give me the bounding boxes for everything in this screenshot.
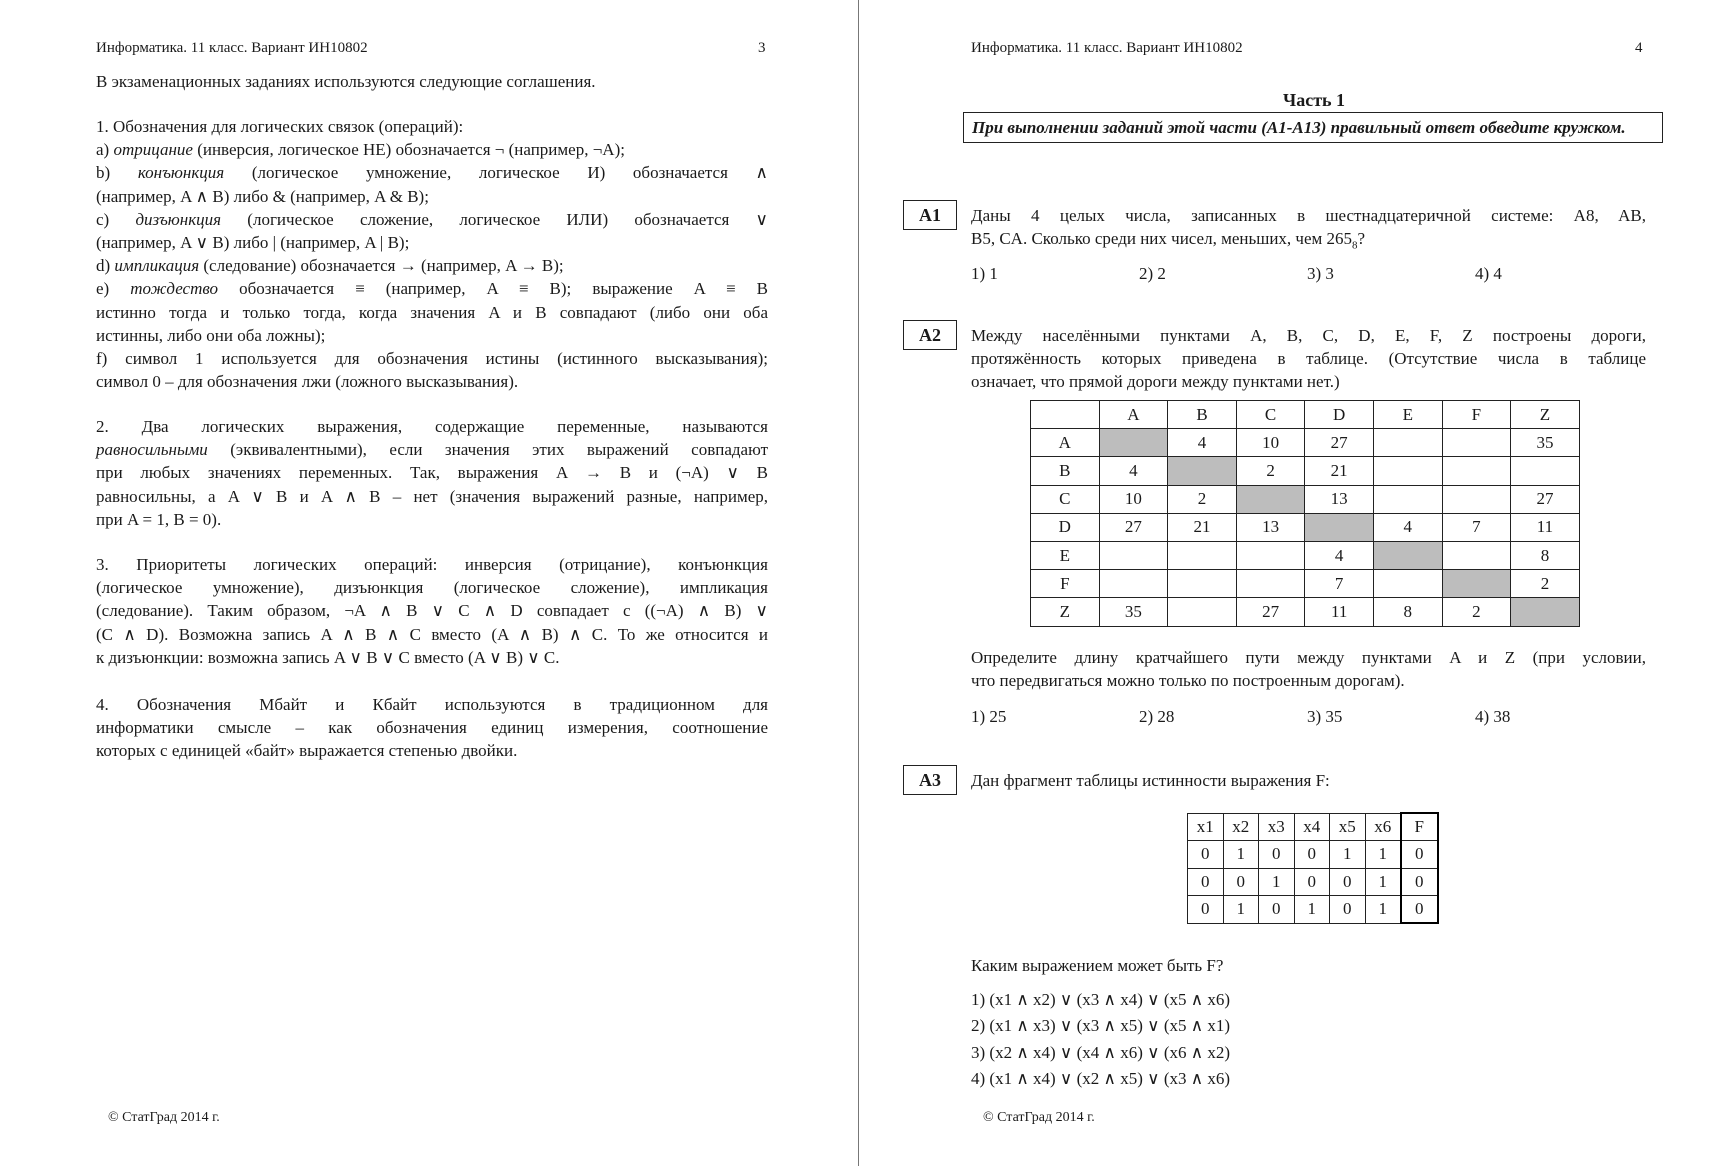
table-header-cell: x4	[1294, 813, 1330, 841]
section-2	[96, 415, 768, 531]
table-header-cell: x1	[1188, 813, 1224, 841]
table-cell: E	[1031, 541, 1100, 569]
section-4-line: информатики смысле – как обозначения единиц измерения, соотношение	[96, 718, 768, 738]
table-header-cell: F	[1401, 813, 1438, 841]
table-cell	[1305, 513, 1374, 541]
task-a3-answer-2[interactable]: 2) (x1 ∧ x3) ∨ (x3 ∧ x5) ∨ (x5 ∧ x1)	[971, 1016, 1231, 1035]
section-3-line: (следование). Таким образом, ¬A ∧ B ∨ C ∧ D совпадает с ((¬A) ∧ B) ∨	[96, 601, 768, 621]
table-cell: 0	[1188, 841, 1224, 868]
table-cell: 0	[1330, 895, 1366, 923]
table-header-cell: A	[1099, 401, 1168, 429]
task-a3-tag: A3	[903, 765, 957, 795]
table-cell: 13	[1236, 513, 1305, 541]
section-1-title: 1. Обозначения для логических связок (операций):	[96, 117, 464, 136]
section-2-line: равносильными (эквивалентными), если значения этих выражений совпадают	[96, 440, 768, 460]
table-header-cell: E	[1373, 401, 1442, 429]
section-4-line: 4. Обозначения Мбайт и Кбайт используются в традиционном для	[96, 695, 768, 714]
section-1-e-cont2: истинны, либо они оба ложны);	[96, 325, 326, 345]
task-a1-line: Даны 4 целых числа, записанных в шестнадцатеричной системе: A8, AB,	[971, 206, 1646, 225]
table-cell	[1373, 485, 1442, 513]
task-a2-answer-3[interactable]: 3) 35	[1307, 707, 1343, 726]
task-a1-line: B5, CA. Сколько среди них чисел, меньших, чем $265_8$?	[971, 229, 1366, 252]
task-a3-text: Дан фрагмент таблицы истинности выражения F:	[971, 771, 1330, 790]
section-1-c: c) дизъюнкция (логическое сложение, логическое ИЛИ) обозначается ∨	[96, 209, 768, 229]
table-cell	[1373, 457, 1442, 485]
table-header-cell: x6	[1365, 813, 1401, 841]
table-cell: 1	[1365, 868, 1401, 895]
section-1	[96, 115, 768, 393]
table-cell: A	[1031, 429, 1100, 457]
task-a1-tag: A1	[903, 200, 957, 230]
truth-table	[1187, 812, 1439, 924]
section-1-c-cont: (например, A ∨ B) либо | (например, A | B);	[96, 233, 410, 253]
table-header-cell: x5	[1330, 813, 1366, 841]
task-a2-line: Между населёнными пунктами A, B, C, D, E, F, Z построены дороги,	[971, 326, 1646, 345]
table-cell: 27	[1099, 513, 1168, 541]
right-page	[858, 0, 1716, 1166]
table-cell	[1442, 429, 1511, 457]
task-a2-question-line: Определите длину кратчайшего пути между пунктами A и Z (при условии,	[971, 648, 1646, 667]
task-a2-line: протяжённость которых приведена в таблице. (Отсутствие числа в таблице	[971, 349, 1646, 369]
table-row	[1031, 541, 1580, 569]
table-cell: 1	[1294, 895, 1330, 923]
table-cell: 0	[1259, 841, 1295, 868]
task-a2-answer-4[interactable]: 4) 38	[1475, 707, 1511, 726]
section-1-a: a) отрицание (инверсия, логическое НЕ) обозначается ¬ (например, ¬A);	[96, 140, 625, 160]
table-cell: 4	[1305, 541, 1374, 569]
table-cell: D	[1031, 513, 1100, 541]
table-cell	[1168, 570, 1237, 598]
table-cell: 21	[1305, 457, 1374, 485]
table-cell: 2	[1442, 598, 1511, 626]
table-row	[1031, 457, 1580, 485]
page-header: Информатика. 11 класс. Вариант ИН10802	[96, 40, 368, 56]
table-cell	[1168, 598, 1237, 626]
table-header-cell: C	[1236, 401, 1305, 429]
table-cell: 0	[1401, 841, 1438, 868]
section-1-b-cont: (например, A ∧ B) либо & (например, A & B);	[96, 186, 429, 206]
table-header-cell	[1031, 401, 1100, 429]
table-header-cell: Z	[1511, 401, 1580, 429]
task-a1-answer-3[interactable]: 3) 3	[1307, 264, 1334, 283]
table-cell: 27	[1236, 598, 1305, 626]
table-cell: 4	[1168, 429, 1237, 457]
table-cell: 0	[1188, 868, 1224, 895]
task-a2-question-line: что передвигаться можно только по построенным дорогам).	[971, 671, 1405, 691]
table-cell	[1099, 570, 1168, 598]
task-a2-answer-1[interactable]: 1) 25	[971, 707, 1007, 726]
section-1-f: f) символ 1 используется для обозначения истины (истинного высказывания);	[96, 349, 768, 369]
section-3-line: (C ∧ D). Возможна запись A ∧ B ∧ C вместо (A ∧ B) ∧ C. То же относится и	[96, 624, 768, 644]
table-row	[1031, 570, 1580, 598]
section-3-line: к дизъюнкции: возможна запись A ∨ B ∨ C вместо (A ∨ B) ∨ C.	[96, 647, 560, 667]
table-cell: 1	[1259, 868, 1295, 895]
part-title: Часть 1	[1283, 90, 1346, 110]
table-cell	[1442, 570, 1511, 598]
table-cell: 11	[1305, 598, 1374, 626]
table-cell: 27	[1511, 485, 1580, 513]
table-row	[1031, 429, 1580, 457]
table-cell: 1	[1330, 841, 1366, 868]
section-1-e: e) тождество обозначается ≡ (например, A ≡ B); выражение A ≡ B	[96, 279, 768, 299]
page-number: 3	[758, 40, 766, 56]
table-cell: 0	[1259, 895, 1295, 923]
intro-text: В экзаменационных заданиях используются следующие соглашения.	[96, 72, 596, 91]
table-cell: 2	[1511, 570, 1580, 598]
table-header-row	[1188, 813, 1438, 841]
table-cell: 7	[1442, 513, 1511, 541]
section-4	[96, 693, 768, 763]
table-cell: 1	[1223, 841, 1259, 868]
table-cell: 1	[1365, 841, 1401, 868]
instruction-box: При выполнении заданий этой части (А1-А13) правильный ответ обведите кружком.	[963, 112, 1663, 143]
table-cell: B	[1031, 457, 1100, 485]
page-number: 4	[1635, 40, 1643, 56]
table-row	[1031, 513, 1580, 541]
task-a2-line: означает, что прямой дороги между пунктами нет.)	[971, 372, 1340, 392]
table-cell	[1511, 457, 1580, 485]
table-cell: 1	[1223, 895, 1259, 923]
table-cell: 4	[1099, 457, 1168, 485]
table-cell	[1373, 570, 1442, 598]
task-a3-question: Каким выражением может быть F?	[971, 956, 1224, 975]
table-cell: 11	[1511, 513, 1580, 541]
table-cell: 0	[1401, 868, 1438, 895]
task-a2-answer-2[interactable]: 2) 28	[1139, 707, 1175, 726]
table-cell: 2	[1236, 457, 1305, 485]
table-cell	[1236, 541, 1305, 569]
table-cell: 1	[1365, 895, 1401, 923]
section-3-line: (логическое умножение), дизъюнкция (логическое сложение), импликация	[96, 578, 768, 598]
table-cell: 0	[1401, 895, 1438, 923]
table-row	[1031, 598, 1580, 626]
page-footer: © СтатГрад 2014 г.	[108, 1110, 220, 1125]
table-row	[1188, 868, 1438, 895]
table-cell	[1168, 457, 1237, 485]
table-header-cell: x2	[1223, 813, 1259, 841]
table-cell: 10	[1236, 429, 1305, 457]
table-row	[1188, 841, 1438, 868]
table-cell	[1168, 541, 1237, 569]
table-header-cell: x3	[1259, 813, 1295, 841]
section-3	[96, 553, 768, 669]
table-cell: 0	[1330, 868, 1366, 895]
task-a2-question	[971, 646, 1646, 692]
table-cell	[1236, 485, 1305, 513]
table-cell: 0	[1294, 841, 1330, 868]
table-cell: 0	[1294, 868, 1330, 895]
table-cell: 35	[1099, 598, 1168, 626]
table-cell	[1511, 598, 1580, 626]
section-2-line: при A = 1, B = 0).	[96, 509, 222, 529]
section-3-line: 3. Приоритеты логических операций: инверсия (отрицание), конъюнкция	[96, 555, 768, 574]
table-cell	[1442, 485, 1511, 513]
distance-table	[1030, 400, 1580, 627]
table-cell: F	[1031, 570, 1100, 598]
table-cell: 2	[1168, 485, 1237, 513]
table-cell: 4	[1373, 513, 1442, 541]
table-header-cell: F	[1442, 401, 1511, 429]
table-cell: 35	[1511, 429, 1580, 457]
table-cell: Z	[1031, 598, 1100, 626]
section-4-line: которых с единицей «байт» выражается степенью двойки.	[96, 741, 518, 761]
section-1-e-cont: истинно тогда и только тогда, когда значения A и B совпадают (либо они оба	[96, 302, 768, 322]
task-a3-answer-3[interactable]: 3) (x2 ∧ x4) ∨ (x4 ∧ x6) ∨ (x6 ∧ x2)	[971, 1043, 1231, 1062]
task-a1-answer-1[interactable]: 1) 1	[971, 264, 998, 283]
table-cell: 10	[1099, 485, 1168, 513]
task-a3-answer-1[interactable]: 1) (x1 ∧ x2) ∨ (x3 ∧ x4) ∨ (x5 ∧ x6)	[971, 990, 1231, 1009]
table-row	[1031, 485, 1580, 513]
table-cell	[1442, 457, 1511, 485]
table-cell: 0	[1223, 868, 1259, 895]
section-2-line: равносильны, а A ∨ B и A ∧ B – нет (значения выражений разные, например,	[96, 486, 768, 506]
task-a2-tag: A2	[903, 320, 957, 350]
section-1-f-cont: символ 0 – для обозначения лжи (ложного высказывания).	[96, 372, 519, 392]
section-1-d: d) импликация (следование) обозначается → (например, A → B);	[96, 256, 564, 276]
table-cell: 7	[1305, 570, 1374, 598]
task-a1-answer-4[interactable]: 4) 4	[1475, 264, 1502, 283]
table-cell	[1442, 541, 1511, 569]
table-header-row	[1031, 401, 1580, 429]
task-a1-text	[971, 204, 1646, 258]
task-a2-text	[971, 324, 1646, 394]
table-header-cell: B	[1168, 401, 1237, 429]
table-cell	[1099, 429, 1168, 457]
table-cell	[1373, 541, 1442, 569]
table-cell: 21	[1168, 513, 1237, 541]
task-a1-answer-2[interactable]: 2) 2	[1139, 264, 1166, 283]
table-header-cell: D	[1305, 401, 1374, 429]
table-cell: 27	[1305, 429, 1374, 457]
table-cell: C	[1031, 485, 1100, 513]
table-cell: 8	[1511, 541, 1580, 569]
task-a3-answer-4[interactable]: 4) (x1 ∧ x4) ∨ (x2 ∧ x5) ∨ (x3 ∧ x6)	[971, 1069, 1231, 1088]
table-cell: 8	[1373, 598, 1442, 626]
section-1-b: b) конъюнкция (логическое умножение, логическое И) обозначается ∧	[96, 163, 769, 183]
table-cell	[1099, 541, 1168, 569]
section-2-line: при любых значениях переменных. Так, выражения A → B и (¬A) ∨ B	[96, 463, 768, 483]
table-cell: 0	[1188, 895, 1224, 923]
table-cell	[1236, 570, 1305, 598]
section-2-line: 2. Два логических выражения, содержащие переменные, называются	[96, 417, 768, 436]
table-cell: 13	[1305, 485, 1374, 513]
table-row	[1188, 895, 1438, 923]
table-cell	[1373, 429, 1442, 457]
page-footer: © СтатГрад 2014 г.	[983, 1110, 1095, 1125]
page-header: Информатика. 11 класс. Вариант ИН10802	[971, 40, 1243, 56]
